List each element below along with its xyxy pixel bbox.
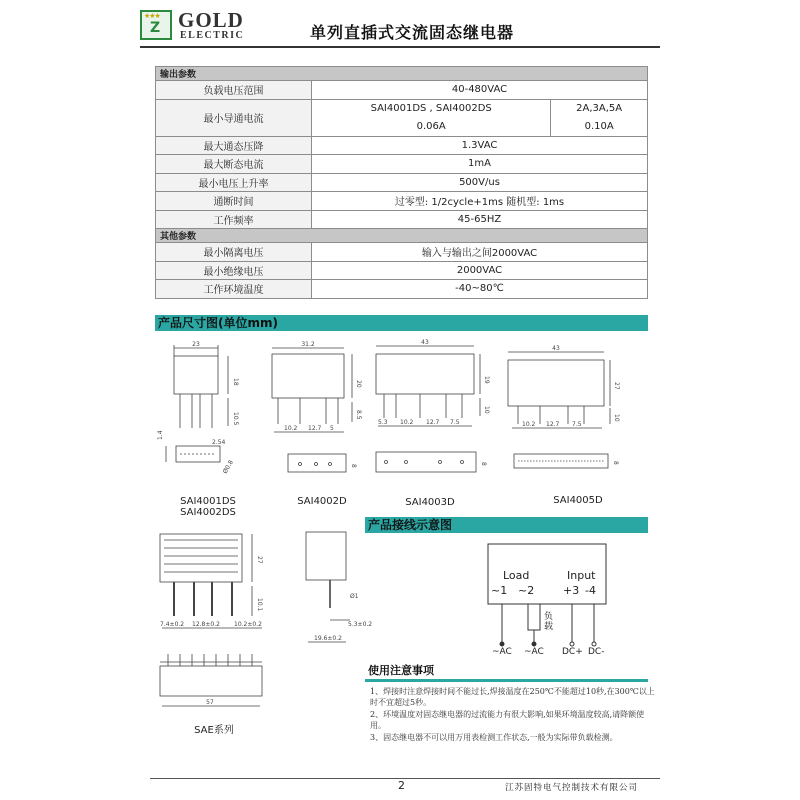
- logo-stars-icon: ★★★: [144, 12, 160, 20]
- dim-d3-p2: 10.2: [400, 419, 414, 426]
- dim-sae-pin: 10.1: [256, 598, 263, 612]
- wiring-input-label: Input: [567, 569, 596, 582]
- dcm-label: DC-: [588, 647, 605, 657]
- switch-zero-label: 过零型:: [394, 197, 429, 209]
- spec-value: 500V/us: [312, 173, 648, 192]
- spec-current-b: 0.10A: [551, 118, 648, 137]
- spec-value: 1mA: [312, 155, 648, 174]
- dim-d2-width: 31.2: [301, 341, 315, 348]
- footer-divider: [150, 778, 660, 779]
- load-resistor-icon: [528, 604, 540, 630]
- spec-model-b: 2A,3A,5A: [551, 99, 648, 118]
- logo-text: GOLD: [178, 8, 244, 32]
- dim-sae-height: 27: [256, 556, 263, 564]
- dim-d1-pitch: 2.54: [212, 439, 226, 446]
- dim-d1-pin: 10.5: [232, 412, 239, 426]
- isolation-prefix: 输入与输出之间: [421, 248, 492, 260]
- wiring-diagram: [470, 540, 620, 660]
- dim-d1-thick: 1.4: [157, 430, 164, 440]
- dim-d2-thick: 8: [350, 464, 357, 468]
- note-item: 3、固态继电器不可以用万用表检测工作状态,一般为实际带负载检测。: [370, 733, 618, 742]
- switch-random-value: 1ms: [542, 197, 565, 209]
- dim-d4-height: 27: [613, 382, 620, 390]
- section-other-params: 其他参数: [156, 229, 648, 243]
- dim-d4-pin: 10: [613, 414, 620, 422]
- ac1-label: ~AC: [492, 647, 512, 657]
- spec-label: 最大通态压降: [156, 136, 312, 155]
- dim-d4-p3: 7.5: [572, 421, 582, 428]
- dim-sae-p3: 10.2±0.2: [234, 621, 262, 628]
- label-sai4002ds: SAI4002DS: [180, 507, 236, 518]
- dim-pin-dia: Ø0.8: [221, 459, 235, 475]
- spec-label: 最小隔离电压: [156, 243, 312, 262]
- drawing-sai4001ds-top: [157, 430, 235, 475]
- switch-random-label: 随机型:: [506, 197, 540, 209]
- document-title: 单列直插式交流固态继电器: [310, 23, 515, 42]
- spec-label: 负载电压范围: [156, 81, 312, 100]
- dim-d4-thick: 8: [612, 461, 619, 465]
- note-item: 1、焊接时注意焊接时间不能过长,焊接温度在250℃不能超过10秒,在300℃以上时不宜超过5秒。: [370, 687, 655, 707]
- section-output-params: 输出参数: [156, 67, 648, 81]
- dim-d2-height: 20: [355, 380, 362, 388]
- drawing-sai4003d-top: [376, 452, 487, 472]
- terminal-1-label: ~1: [491, 584, 508, 597]
- spec-label: 工作频率: [156, 210, 312, 229]
- logo-subtext: ELECTRIC: [180, 30, 245, 41]
- spec-label: 最小电压上升率: [156, 173, 312, 192]
- label-sai4003d: SAI4003D: [405, 497, 455, 508]
- drawing-sai4005d-front: [508, 345, 620, 428]
- spec-value: [312, 192, 648, 211]
- page-number: 2: [398, 779, 405, 792]
- label-sai4001ds: SAI4001DS: [180, 496, 236, 507]
- dim-sae-len: 57: [206, 699, 214, 706]
- spec-value: 45-65HZ: [312, 210, 648, 229]
- notes-list: [370, 686, 655, 744]
- dim-d3-thick: 8: [480, 462, 487, 466]
- label-sai4005d: SAI4005D: [553, 495, 603, 506]
- terminal-4-label: -4: [585, 584, 596, 597]
- drawing-sai4002d-top: [288, 454, 357, 472]
- terminal-ac1: [500, 642, 504, 646]
- logo-bolt-icon: Z: [150, 20, 161, 36]
- section-notes-heading: 使用注意事项: [365, 664, 648, 682]
- dim-d2-p2: 12.7: [308, 425, 322, 432]
- dim-d2-p1: 10.2: [284, 425, 298, 432]
- dim-d3-height: 19: [483, 376, 490, 384]
- terminal-2-label: ~2: [518, 584, 535, 597]
- label-sai4002d: SAI4002D: [297, 496, 347, 507]
- isolation-value: 2000VAC: [491, 248, 538, 260]
- drawing-sai4003d-front: [376, 339, 490, 426]
- spec-label: 最小导通电流: [156, 99, 312, 136]
- spec-current-a: 0.06A: [312, 118, 551, 137]
- drawing-sae-top: [160, 654, 262, 706]
- drawing-sae-front: [160, 534, 263, 628]
- drawing-sae-side: [306, 532, 372, 642]
- spec-table: [155, 66, 648, 299]
- dim-d4-p1: 10.2: [522, 421, 536, 428]
- section-wiring-heading: 产品接线示意图: [365, 517, 648, 533]
- dim-d4-p2: 12.7: [546, 421, 560, 428]
- dim-d3-p3: 12.7: [426, 419, 440, 426]
- terminal-3-label: +3: [563, 584, 580, 597]
- company-name: 江苏固特电气控制技术有限公司: [505, 783, 639, 793]
- dim-d1-height: 18: [232, 378, 239, 386]
- spec-value: -40~80℃: [312, 280, 648, 299]
- dim-sae-dia: Ø1: [350, 593, 359, 600]
- switch-zero-value: 1/2cycle+1ms: [431, 197, 504, 209]
- dim-sae-p1: 7.4±0.2: [160, 621, 185, 628]
- wiring-load-label: Load: [503, 569, 530, 582]
- spec-value: 2000VAC: [312, 261, 648, 280]
- dim-d4-width: 43: [552, 345, 560, 352]
- section-dimensions-heading: 产品尺寸图(单位mm): [155, 315, 648, 331]
- dim-d1-width: 23: [192, 341, 200, 348]
- dcp-label: DC+: [562, 647, 583, 657]
- dim-sae-p2: 12.8±0.2: [192, 621, 220, 628]
- dim-sae-side1: 5.3±0.2: [348, 621, 373, 628]
- spec-model-a: SAI4001DS , SAI4002DS: [312, 99, 551, 118]
- dim-d2-pin: 8.5: [355, 410, 362, 420]
- note-item: 2、环境温度对固态继电器的过流能力有很大影响,如果环境温度较高,请降额使用。: [370, 710, 645, 730]
- spec-value: [312, 243, 648, 262]
- page-header: [140, 8, 660, 48]
- spec-value: 1.3VAC: [312, 136, 648, 155]
- drawing-sai4005d-top: [514, 454, 619, 468]
- terminal-dcp: [570, 642, 574, 646]
- load-label: 负载: [544, 612, 554, 632]
- dim-d3-p4: 7.5: [450, 419, 460, 426]
- dim-d3-width: 43: [421, 339, 429, 346]
- ac2-label: ~AC: [524, 647, 544, 657]
- terminal-ac2: [532, 642, 536, 646]
- drawing-sai4002d-front: [272, 341, 362, 432]
- spec-label: 最小绝缘电压: [156, 261, 312, 280]
- spec-label: 最大断态电流: [156, 155, 312, 174]
- spec-value: 40-480VAC: [312, 81, 648, 100]
- dim-d3-pin: 10: [483, 406, 490, 414]
- logo-icon: [140, 10, 172, 40]
- drawing-sai4001ds-front: [174, 341, 239, 428]
- spec-label: 通断时间: [156, 192, 312, 211]
- label-sae-series: SAE系列: [194, 725, 234, 736]
- spec-label: 工作环境温度: [156, 280, 312, 299]
- dim-d2-p3: 5: [330, 425, 334, 432]
- dim-sae-side2: 19.6±0.2: [314, 635, 342, 642]
- dim-d3-p1: 5.3: [378, 419, 388, 426]
- terminal-dcm: [592, 642, 596, 646]
